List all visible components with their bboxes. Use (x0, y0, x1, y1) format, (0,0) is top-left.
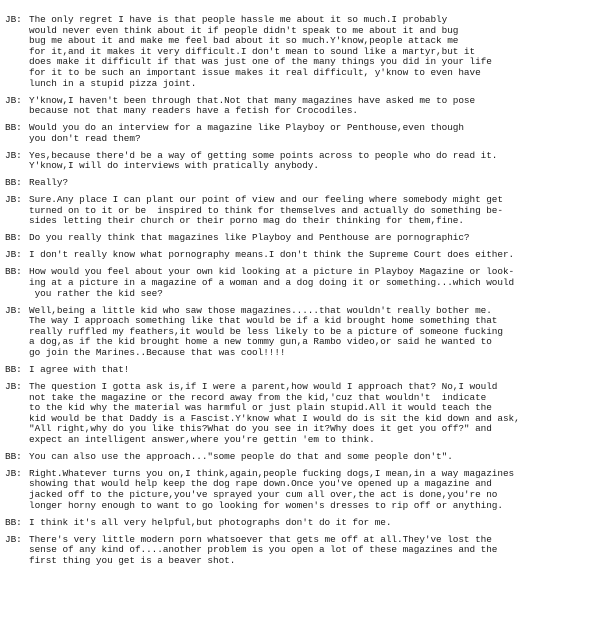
speech-line: Really? (29, 177, 69, 189)
transcript-entry (5, 306, 582, 359)
speech-line: expect an intelligent answer,where you're gettin 'em to think. (29, 433, 375, 445)
speech-line: go join the Marines..Because that was cool!!!! (29, 346, 286, 358)
speech-text (29, 233, 582, 244)
speaker-label: JB: (5, 533, 22, 545)
speech-line: for it to be such an important issue makes it real difficult, y'know to even have (29, 66, 481, 78)
speech-line: for it,and it makes it very difficult.I don't mean to sound like a martyr,but it (29, 45, 476, 57)
speech-line: "All right,why do you like this?What do you see in it?Why does it get you off?" and (29, 423, 492, 435)
transcript-entry (5, 151, 582, 172)
speech-line: really ruffled my feathers,it would be less likely to be a picture of someone fucking (29, 325, 503, 337)
speech-line: would never even think about it if people didn't speak to me about it and bug (29, 24, 459, 36)
speech-text (29, 535, 582, 567)
speech-text (29, 469, 582, 511)
speech-line: Right.Whatever turns you on,I think,again,people fucking dogs,I mean,in a way magazines (29, 467, 515, 479)
speech-text (29, 178, 582, 189)
speech-text (29, 382, 582, 446)
speech-line: Y'know,I will do interviews with pratically anybody. (29, 160, 319, 172)
transcript-entry (5, 15, 582, 89)
speaker-label: BB: (5, 232, 22, 244)
speech-text (29, 518, 582, 529)
transcript-entry (5, 535, 582, 567)
speaker-label: BB: (5, 177, 22, 189)
speech-line: does make it difficult if that was just one of the many things you did in your life (29, 56, 492, 68)
speech-line: not take the magazine or the record away from the kid,'cuz that wouldn't indicate (29, 391, 487, 403)
speech-line: Do you really think that magazines like Playboy and Penthouse are pornographic? (29, 232, 470, 244)
transcript-entry (5, 195, 582, 227)
speech-line: How would you feel about your own kid looking at a picture in Playboy Magazine or look- (29, 266, 515, 278)
speech-text (29, 365, 582, 376)
speech-text (29, 306, 582, 359)
speech-text (29, 250, 582, 261)
speech-line: Well,being a little kid who saw those magazines.....that wouldn't really bother me. (29, 304, 492, 316)
speech-line: to the kid why the material was harmful or just plain stupid.All it would teach the (29, 402, 492, 414)
speech-line: showing that would help keep the dog rape down.Once you've opened up a magazine and (29, 478, 492, 490)
speaker-label: BB: (5, 266, 22, 278)
transcript-entry (5, 452, 582, 463)
speech-text (29, 15, 582, 89)
speech-line: kid would be that Daddy is a Fascist.Y'know what I would do is sit the kid down and ask, (29, 412, 520, 424)
speech-line: Would you do an interview for a magazine like Playboy or Penthouse,even though (29, 122, 464, 134)
transcript-entry (5, 233, 582, 244)
transcript-entry (5, 267, 582, 299)
speech-line: The question I gotta ask is,if I were a parent,how would I approach that? No,I would (29, 380, 498, 392)
speech-line: The way I approach something like that would be if a kid brought home something that (29, 315, 498, 327)
speech-text (29, 452, 582, 463)
speech-line: I don't really know what pornography means.I don't think the Supreme Court does either. (29, 249, 515, 261)
speaker-label: BB: (5, 450, 22, 462)
speech-text (29, 267, 582, 299)
speech-line: you don't read them? (29, 132, 141, 144)
transcript-entry (5, 365, 582, 376)
speaker-label: JB: (5, 249, 22, 261)
speaker-label: JB: (5, 14, 22, 25)
speech-line: Sure.Any place I can plant our point of view and our feeling where somebody might get (29, 194, 503, 206)
speech-text (29, 123, 582, 144)
transcript-entry (5, 96, 582, 117)
speaker-label: BB: (5, 363, 22, 375)
speaker-label: JB: (5, 194, 22, 206)
speech-line: ing at a picture in a magazine of a woman and a dog doing it or something...which would (29, 277, 515, 288)
speech-line: Yes,because there'd be a way of getting some points across to people who do read it. (29, 149, 498, 161)
speech-text (29, 151, 582, 172)
speech-line: you rather the kid see? (29, 287, 163, 299)
speaker-label: JB: (5, 467, 22, 479)
speech-line: sides letting their church or their porno mag do their thinking for them,fine. (29, 215, 464, 227)
speech-line: I think it's all very helpful,but photographs don't do it for me. (29, 516, 392, 528)
speaker-label: BB: (5, 516, 22, 528)
speaker-label: JB: (5, 149, 22, 161)
speech-line: sense of any kind of....another problem is you open a lot of these magazines and the (29, 544, 498, 556)
speech-line: first thing you get is a beaver shot. (29, 554, 236, 566)
speech-line: Y'know,I haven't been through that.Not that many magazines have asked me to pose (29, 94, 476, 106)
speech-line: lunch in a stupid pizza joint. (29, 77, 197, 89)
speech-line: bug me about it and make me feel bad about it so much.Y'know,people attack me (29, 35, 459, 47)
speech-line: The only regret I have is that people hassle me about it so much.I probably (29, 14, 448, 25)
speaker-label: BB: (5, 122, 22, 134)
transcript-entry (5, 518, 582, 529)
transcript-entry (5, 123, 582, 144)
speech-line: a dog,as if the kid brought home a new tommy gun,a Rambo video,or said he wanted to (29, 336, 492, 348)
speech-line: You can also use the approach..."some people do that and some people don't". (29, 450, 453, 462)
speech-text (29, 96, 582, 117)
transcript-entry (5, 250, 582, 261)
speaker-label: JB: (5, 380, 22, 392)
speech-line: turned on to it or be inspired to think for themselves and actually do something be- (29, 204, 503, 216)
transcript-entry (5, 382, 582, 446)
speech-line: jacked off to the picture,you've sprayed your cum all over,the act is done,you're no (29, 489, 498, 501)
transcript-entry (5, 178, 582, 189)
speech-line: longer horny enough to want to go looking for women's dresses to rip off or anything. (29, 499, 503, 511)
speaker-label: JB: (5, 94, 22, 106)
speech-text (29, 195, 582, 227)
transcript-entry (5, 469, 582, 511)
speech-line: There's very little modern porn whatsoever that gets me off at all.They've lost the (29, 533, 492, 545)
speech-line: because not that many readers have a fetish for Crocodiles. (29, 105, 358, 117)
speech-line: I agree with that! (29, 363, 130, 375)
speaker-label: JB: (5, 304, 22, 316)
